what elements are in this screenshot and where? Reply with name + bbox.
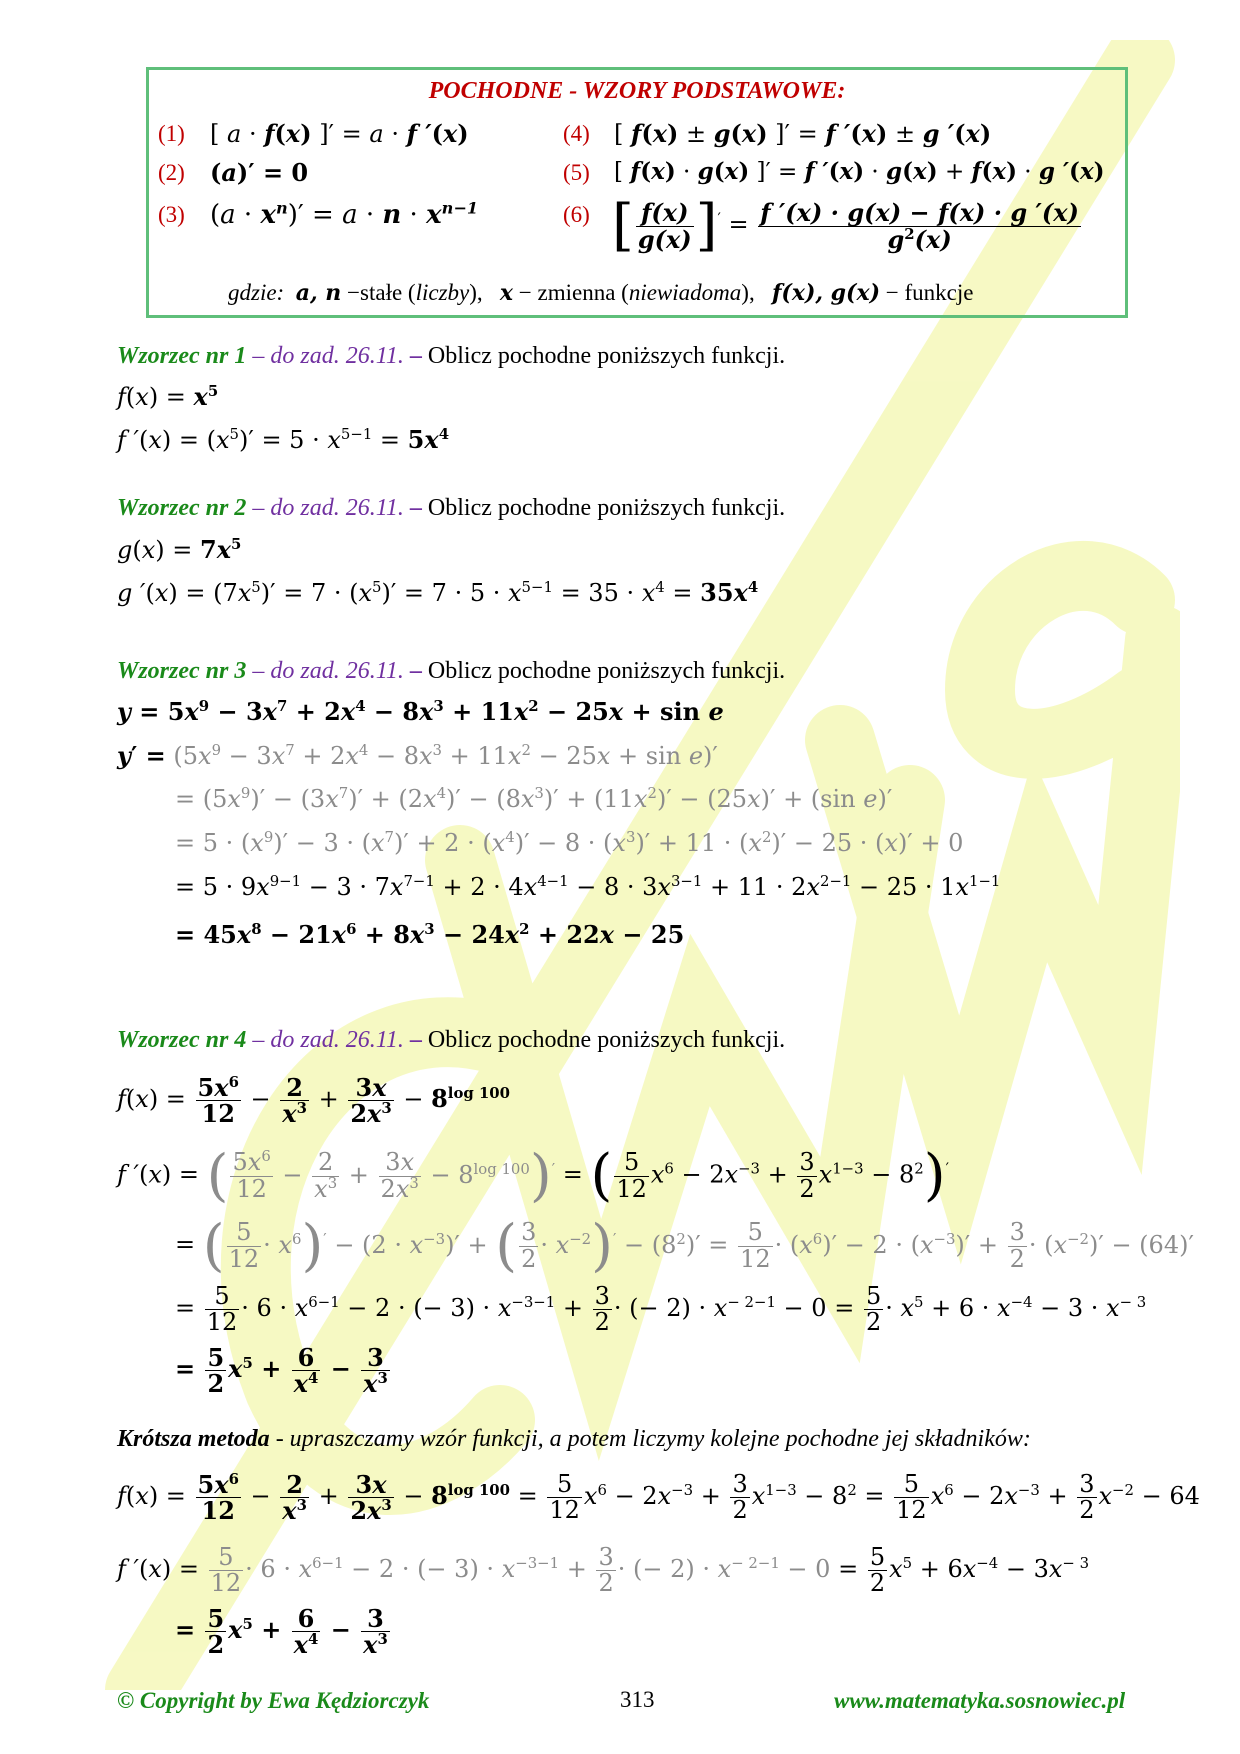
formula-2: (a)′ = 0 xyxy=(210,158,309,187)
ex4-line2: f ′(x) = ( $\frac{5x^6}{12}$ − $\frac{2}{x^3}$ + $\frac{3x}{2x^3}$ − $8^{log 100})'$ = ( $\frac{5}{12}$ $x^6 - 2x^{-3}$ + $\frac{3}{2}$ $x^{1-3} - 8^2)'$ xyxy=(117,1143,949,1208)
legend-line: gdzie: a, n −stałe (liczby), x − zmienna (niewiadoma), f(x), g(x) − funkcje xyxy=(228,280,974,306)
formula-5: [ f(x) · g(x) ]′ = f ′(x) · g(x) + f(x) · g ′(x) xyxy=(614,158,1105,185)
ex1-line1: $f(x) = x^5$ xyxy=(117,382,219,411)
ex4-line4: = $\frac{5}{12}$ · $6 \cdot x^{6-1} - 2$ · (− $3) \cdot x^{-3-1}$ + $\frac{3}{2}$ · (− $2) \cdot x^{- 2-1} - 0$ = $\frac{5}{2}$ · $x^5 + 6 \cdot x^{-4} - 3 \cdot x^{- 3}$ xyxy=(175,1282,1147,1337)
ex3-line1: $y = 5x^9 - 3x^7 + 2x^4 - 8x^3 + 11x^2 - 25x + \sin e$ xyxy=(117,697,724,726)
example-heading-3: Wzorzec nr 3 – do zad. 26.11. – Oblicz pochodne poniższych funkcji. xyxy=(117,658,786,684)
ex3-line5: = $5 \cdot 9x^{9-1} - 3 \cdot 7x^{7-1} + 2 \cdot 4x^{4-1} - 8 \cdot 3x^{3-1} + 11 \cdot 2x^{2-1} - 25 \cdot 1x^{1-1}$ xyxy=(175,872,1001,901)
example-heading-2: Wzorzec nr 2 – do zad. 26.11. – Oblicz pochodne poniższych funkcji. xyxy=(117,495,786,521)
formula-3: $(a \cdot x^n)' = a \cdot n \cdot x^{n-1}$ xyxy=(210,198,479,230)
footer-copyright: © Copyright by Ewa Kędziorczyk xyxy=(117,1688,430,1713)
page-number: 313 xyxy=(620,1687,655,1712)
example-heading-4: Wzorzec nr 4 – do zad. 26.11. – Oblicz pochodne poniższych funkcji. xyxy=(117,1027,786,1053)
formula-6: [ $\frac{f(x)}{g(x)}$ ]′ = $\frac{f '(x) \cdot g(x) - f(x) \cdot g '(x)}{g^2(x)}$ xyxy=(612,193,1079,258)
shorter-method-heading: Krótsza metoda - upraszczamy wzór funkcji, a potem liczymy kolejne pochodne jej składników: xyxy=(117,1426,1031,1452)
ex2-line2: g $'(x) = (7x^5)' = 7 \cdot (x^5)' = 7 \cdot 5 \cdot x^{5-1} = 35 \cdot x^4 = 35x^4$ xyxy=(117,578,759,607)
ex3-result: = $45x^8 - 21x^6 + 8x^3 - 24x^2 + 22x - 25$ xyxy=(175,920,685,949)
ex3-line4: = $5 \cdot (x^9)' - 3 \cdot (x^7)' + 2 \cdot (x^4)' - 8 \cdot (x^3)' + 11 \cdot (x^2)' - 25 \cdot (x)' + 0$ xyxy=(175,828,964,857)
formula-number-4: (4) xyxy=(563,121,590,146)
example-heading-1: Wzorzec nr 1 – do zad. 26.11. – Oblicz pochodne poniższych funkcji. xyxy=(117,343,786,369)
ex4-line3: = ( $\frac{5}{12}$ · $x^6)' - (2 \cdot x^{-3})'$ + ( $\frac{3}{2}$ · $x^{-2})' - (8^2)'$ = $\frac{5}{12}$ · $(x^6)' - 2 \cdot (x^{-3})'$ + $\frac{3}{2}$ · $(x^{-2})' - (64)'$ xyxy=(175,1213,1194,1278)
ex1-line2: f $'(x) = (x^5)' = 5 \cdot x^{5-1} = 5x^4$ xyxy=(117,425,450,454)
ex3-line3: = $(5x^9)' - (3x^7)' + (2x^4)' - (8x^3)' + (11x^2)' - (25x)' + (\sin$ e)′ xyxy=(175,784,893,813)
ex2-line1: $g(x) = 7x^5$ xyxy=(117,535,242,564)
formula-number-1: (1) xyxy=(158,121,185,146)
short-line1: f(x) = $\frac{5x^6}{12}$ − $\frac{2}{x^3}$ + $\frac{3x}{2x^3}$ − $8^{log 100}$ = $\frac{5}{12}$ $x^6 - 2x^{-3}$ + $\frac{3}{2}$ $x^{1-3} - 8^2$ = $\frac{5}{12}$ $x^6 - 2x^{-3}$ + $\frac{3}{2}$ $x^{-2} - 64$ xyxy=(117,1470,1200,1526)
formula-4: [ f(x) ± g(x) ]′ = f ′(x) ± g ′(x) xyxy=(614,119,992,148)
ex3-line2: $y' = (5x^9 - 3x^7 + 2x^4 - 8x^3 + 11x^2 - 25x + \sin e)'$ xyxy=(117,741,718,770)
ex4-line1: f(x) = $\frac{5x^6}{12}$ − $\frac{2}{x^3}$ + $\frac{3x}{2x^3}$ − $8^{log 100}$ xyxy=(117,1073,510,1129)
formula-number-3: (3) xyxy=(158,202,185,227)
short-result: = $\frac{5}{2}$ $x^5$ + $\frac{6}{x^4}$ − $\frac{3}{x^3}$ xyxy=(175,1604,388,1660)
short-line2: f ′(x) = $\frac{5}{12}$ · $6 \cdot x^{6-1} - 2$ · (− $3) \cdot x^{-3-1}$ + $\frac{3}{2}$ · (− $2) \cdot x^{- 2-1} - 0$ = $\frac{5}{2}$ $x^5 + 6x^{-4} - 3x^{- 3}$ xyxy=(117,1543,1090,1598)
box-title: POCHODNE - WZORY PODSTAWOWE: xyxy=(428,78,846,104)
formula-1: [ a · f(x) ]′ = a · f ′(x) xyxy=(210,119,469,148)
ex4-result: = $\frac{5}{2}$ $x^5$ + $\frac{6}{x^4}$ − $\frac{3}{x^3}$ xyxy=(175,1343,388,1399)
formula-number-5: (5) xyxy=(563,160,590,185)
footer-url[interactable]: www.matematyka.sosnowiec.pl xyxy=(834,1688,1126,1713)
formula-number-6: (6) xyxy=(563,202,590,227)
formula-number-2: (2) xyxy=(158,160,185,185)
